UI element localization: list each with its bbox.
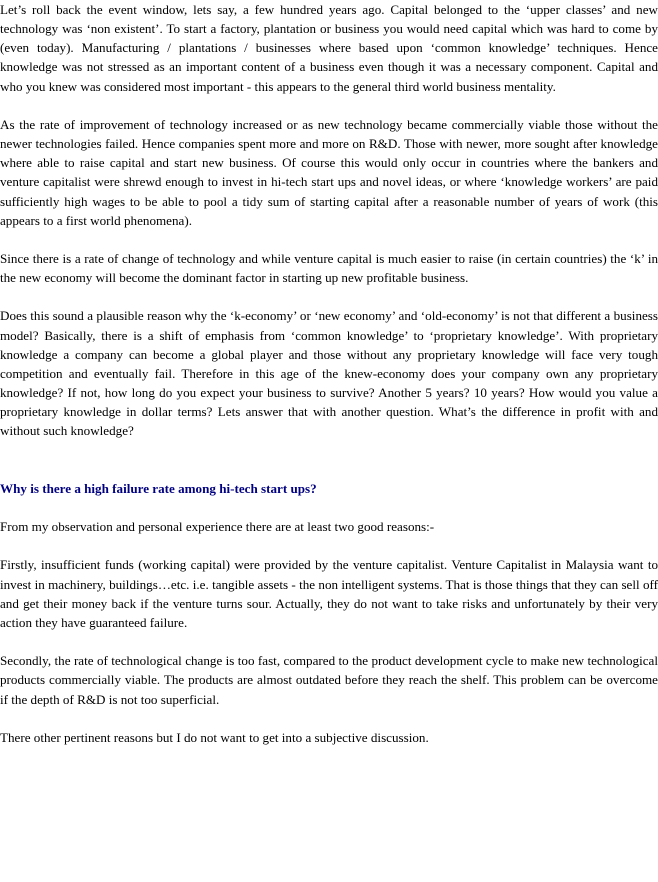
spacer <box>0 287 658 306</box>
spacer <box>0 441 658 460</box>
section-heading: Why is there a high failure rate among hi-tech start ups? <box>0 480 317 496</box>
spacer <box>0 96 658 115</box>
paragraph-technology: As the rate of improvement of technology increased or as new technology became commercially viable those without the newer technologies failed. Hence companies spent more and more on R&D. Those with newer, more sought after knowledge where able to raise capital and start new business. Of course this would only occur in countries where the bankers and venture capitalist were shrewd enough to invest in hi-tech start ups and novel ideas, or where ‘knowledge workers’ are paid sufficiently high wages to be able to pool a tidy sum of starting capital after a reasonable number of years of work (this appears to a first world phenomena). <box>0 116 658 228</box>
spacer <box>0 536 658 555</box>
reason-insufficient-funds: Firstly, insufficient funds (working capital) were provided by the venture capitalist. Venture Capitalist in Malaysia want to invest in machinery, buildings…etc. i.e. tangible assets - the non intelligent systems. That is those things that they can sell off and get their money back if the venture turns sour. Actually, they do not want to take risks and unfortunately by their very action they have guaranteed failure. <box>0 557 658 630</box>
spacer <box>0 498 658 517</box>
paragraph-k-economy: Since there is a rate of change of technology and while venture capital is much easier to raise (in certain countries) the ‘k’ in the new economy will become the dominant factor in starting up new profitable business. <box>0 251 658 286</box>
reason-technology-change: Secondly, the rate of technological change is too fast, compared to the product development cycle to make new technological products commercially viable. The products are almost outdated before they reach the shelf. This problem can be overcome if the depth of R&D is not too superficial. <box>0 653 658 707</box>
spacer <box>0 230 658 249</box>
reasons-intro: From my observation and personal experience there are at least two good reasons:- <box>0 519 435 535</box>
spacer <box>0 709 658 728</box>
spacer <box>0 460 658 479</box>
paragraph-proprietary-knowledge: Does this sound a plausible reason why the ‘k-economy’ or ‘new economy’ and ‘old-economy’ is not that different a business model? Basically, there is a shift of emphasis from ‘common knowledge’ to ‘proprietary knowledge’. With proprietary knowledge a company can become a global player and those without any proprietary knowledge will face very tough competition and eventually fail. Therefore in this age of the knew-economy does your company own any proprietary knowledge? If not, how long do you expect your business to survive? Another 5 years? 10 years? How would you value a proprietary knowledge in dollar terms? Lets answer that with another question. What’s the difference in profit with and without such knowledge? <box>0 308 658 439</box>
spacer <box>0 632 658 651</box>
closing-remark: There other pertinent reasons but I do not want to get into a subjective discussion. <box>0 729 429 745</box>
paragraph-history: Let’s roll back the event window, lets say, a few hundred years ago. Capital belonged to the ‘upper classes’ and new technology was ‘non existent’. To start a factory, plantation or business you would need capital which was hard to come by (even today). Manufacturing / plantations / businesses where based upon ‘common knowledge’ techniques. Hence knowledge was not stressed as an important content of a business even though it was a necessary component. Capital and who you knew was considered most important - this appears to the general third world business mentality. <box>0 2 658 94</box>
